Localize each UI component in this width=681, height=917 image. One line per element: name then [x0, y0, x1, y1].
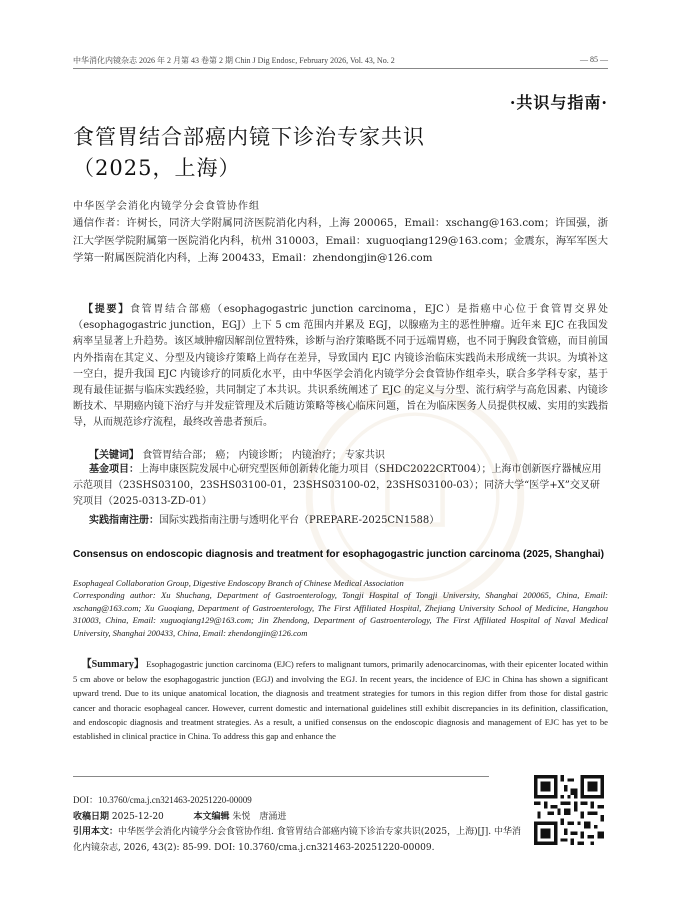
keyword-item: 癌；	[215, 450, 236, 461]
english-author-group: Esophageal Collaboration Group, Digestive Endoscopy Branch of Chinese Medical Association	[73, 578, 404, 588]
keyword-item: 专家共识	[344, 450, 385, 461]
header-rule	[73, 68, 608, 69]
keyword-item: 内镜诊断；	[238, 450, 289, 461]
keyword-item: 食管胃结合部；	[142, 450, 213, 461]
editor-label: 本文编辑	[193, 812, 230, 822]
registration	[89, 511, 439, 526]
registration-text: 国际实践指南注册与透明化平台（PREPARE-2025CN1588）	[159, 515, 440, 526]
keywords	[89, 446, 385, 461]
doi: DOI：10.3760/cma.j.cn321463-20251220-00009	[73, 795, 252, 805]
dates-line	[73, 809, 286, 822]
received-label: 收稿日期	[73, 812, 110, 822]
title-line-1: 食管胃结合部癌内镜下诊治专家共识	[73, 125, 425, 149]
running-header: 中华消化内镜杂志 2026 年 2 月第 43 卷第 2 期 Chin J Dig Endosc, February 2026, Vol. 43, No. 2	[73, 56, 395, 65]
cite-label: 引用本文：	[73, 827, 119, 837]
page-number: — 85 —	[580, 55, 608, 64]
received-date: 2025-12-20	[111, 812, 164, 822]
english-correspondence: Corresponding author: Xu Shuchang, Department of Gastroenterology, Tongji Hospital of Tongji University, Shanghai 200065, China, Email: xschang@163.com; Xu Guoqiang, Department of Gastroenterology, The First Affiliated Hospital, Zhejiang University School of Medicine, Hangzhou 310003, China, Email: xuguoqiang129@163.com; Jin Zhendong, Department of Gastroenterology, The First Affiliated Hospital of Naval Medical University, Shanghai 200433, China, Email: zhendongjin@126.com	[73, 590, 608, 639]
article-title	[73, 122, 593, 184]
english-title: Consensus on endoscopic diagnosis and treatment for esophagogastric junction carcinoma (2025, Shanghai)	[73, 549, 604, 560]
keyword-item: 内镜治疗；	[291, 450, 342, 461]
english-summary	[73, 657, 608, 743]
author-group: 中华医学会消化内镜学分会食管协作组	[73, 201, 260, 212]
summary-text: Esophagogastric junction carcinoma (EJC) refers to malignant tumors, primarily adenocarcinomas, with their epicenter located within 5 cm above or below the esophagogastric junction (EGJ) and involving the EGJ. In recent years, the incidence of EJC in China has shown a significant upward trend. Due to its unique anatomical location, the diagnosis and treatment strategies for tumors in this region differ from those for distal gastric cancer and thoracic esophageal cancer. However, current domestic and international guidelines still exhibit discrepancies in its definition, classification, and endoscopic diagnosis and treatment strategies. As a result, a unified consensus on the endoscopic diagnosis and management of EJC has yet to be established in clinical practice in China. To address this gap and enhance the	[73, 659, 608, 742]
cite-text: 中华医学会消化内镜学分会食管协作组. 食管胃结合部癌内镜下诊治专家共识(2025，上海)[J]. 中华消化内镜杂志, 2026, 43(2): 85-99. DOI: 10.3760/cma.j.cn321463-20251220-00009.	[73, 827, 522, 853]
citation	[73, 824, 523, 856]
abstract-label: 【提要】	[83, 304, 130, 315]
column-label: ·共识与指南·	[509, 93, 608, 112]
abstract-cn	[73, 302, 608, 432]
editor-names: 朱悦 唐涌进	[232, 812, 287, 822]
registration-label: 实践指南注册：	[89, 515, 159, 526]
keywords-label: 【关键词】	[89, 450, 139, 461]
correspondence: 通信作者：许树长，同济大学附属同济医院消化内科，上海 200065，Email：xschang@163.com；许国强，浙江大学医学院附属第一医院消化内科，杭州 310003，Email：xuguoqiang129@163.com；金震东，海军军医大学第一附属医院消化内科，上海 200433，Email：zhendongjin@126.com	[73, 217, 608, 264]
title-line-2: （2025，上海）	[73, 156, 241, 180]
funding-text: 上海申康医院发展中心研究型医师创新转化能力项目（SHDC2022CRT004）；上海市创新医疗器械应用示范项目（23SHS03100，23SHS03100-01，23SHS03100-02，23SHS03100-03）；同济大学“医学+X”交叉研究项目（2025-0313-ZD-01）	[73, 464, 602, 507]
summary-label: 【Summary】	[81, 659, 145, 670]
funding	[73, 462, 608, 510]
qr-code-icon	[534, 775, 604, 845]
abstract-text: 食管胃结合部癌（esophagogastric junction carcinoma，EJC）是指癌中心位于食管胃交界处（esophagogastric junction，EGJ）上下 5 cm 范围内并累及 EGJ，以腺癌为主的恶性肿瘤。近年来 EJC 在我国发病率呈显著上升趋势。该区域肿瘤因解剖位置特殊，诊断与治疗策略既不同于远端胃癌，也不同于胸段食管癌，而目前国内外指南在其定义、分型及内镜诊疗策略上尚存在差异，导致国内 EJC 内镜诊治临床实践尚未形成统一共识。为填补这一空白，提升我国 EJC 内镜诊疗的同质化水平，由中华医学会消化内镜学分会食管协作组牵头，联合多学科专家，基于现有最佳证据与临床实践经验，共同制定了本共识。共识系统阐述了 EJC 的定义与分型、流行病学与高危因素、内镜诊断技术、早期癌内镜下治疗与并发症管理及术后随访策略等核心临床问题，旨在为临床医务人员提供权威、实用的实践指导，从而规范诊疗流程，最终改善患者预后。	[73, 304, 609, 429]
footer-rule	[73, 776, 489, 777]
funding-label: 基金项目：	[89, 464, 139, 475]
